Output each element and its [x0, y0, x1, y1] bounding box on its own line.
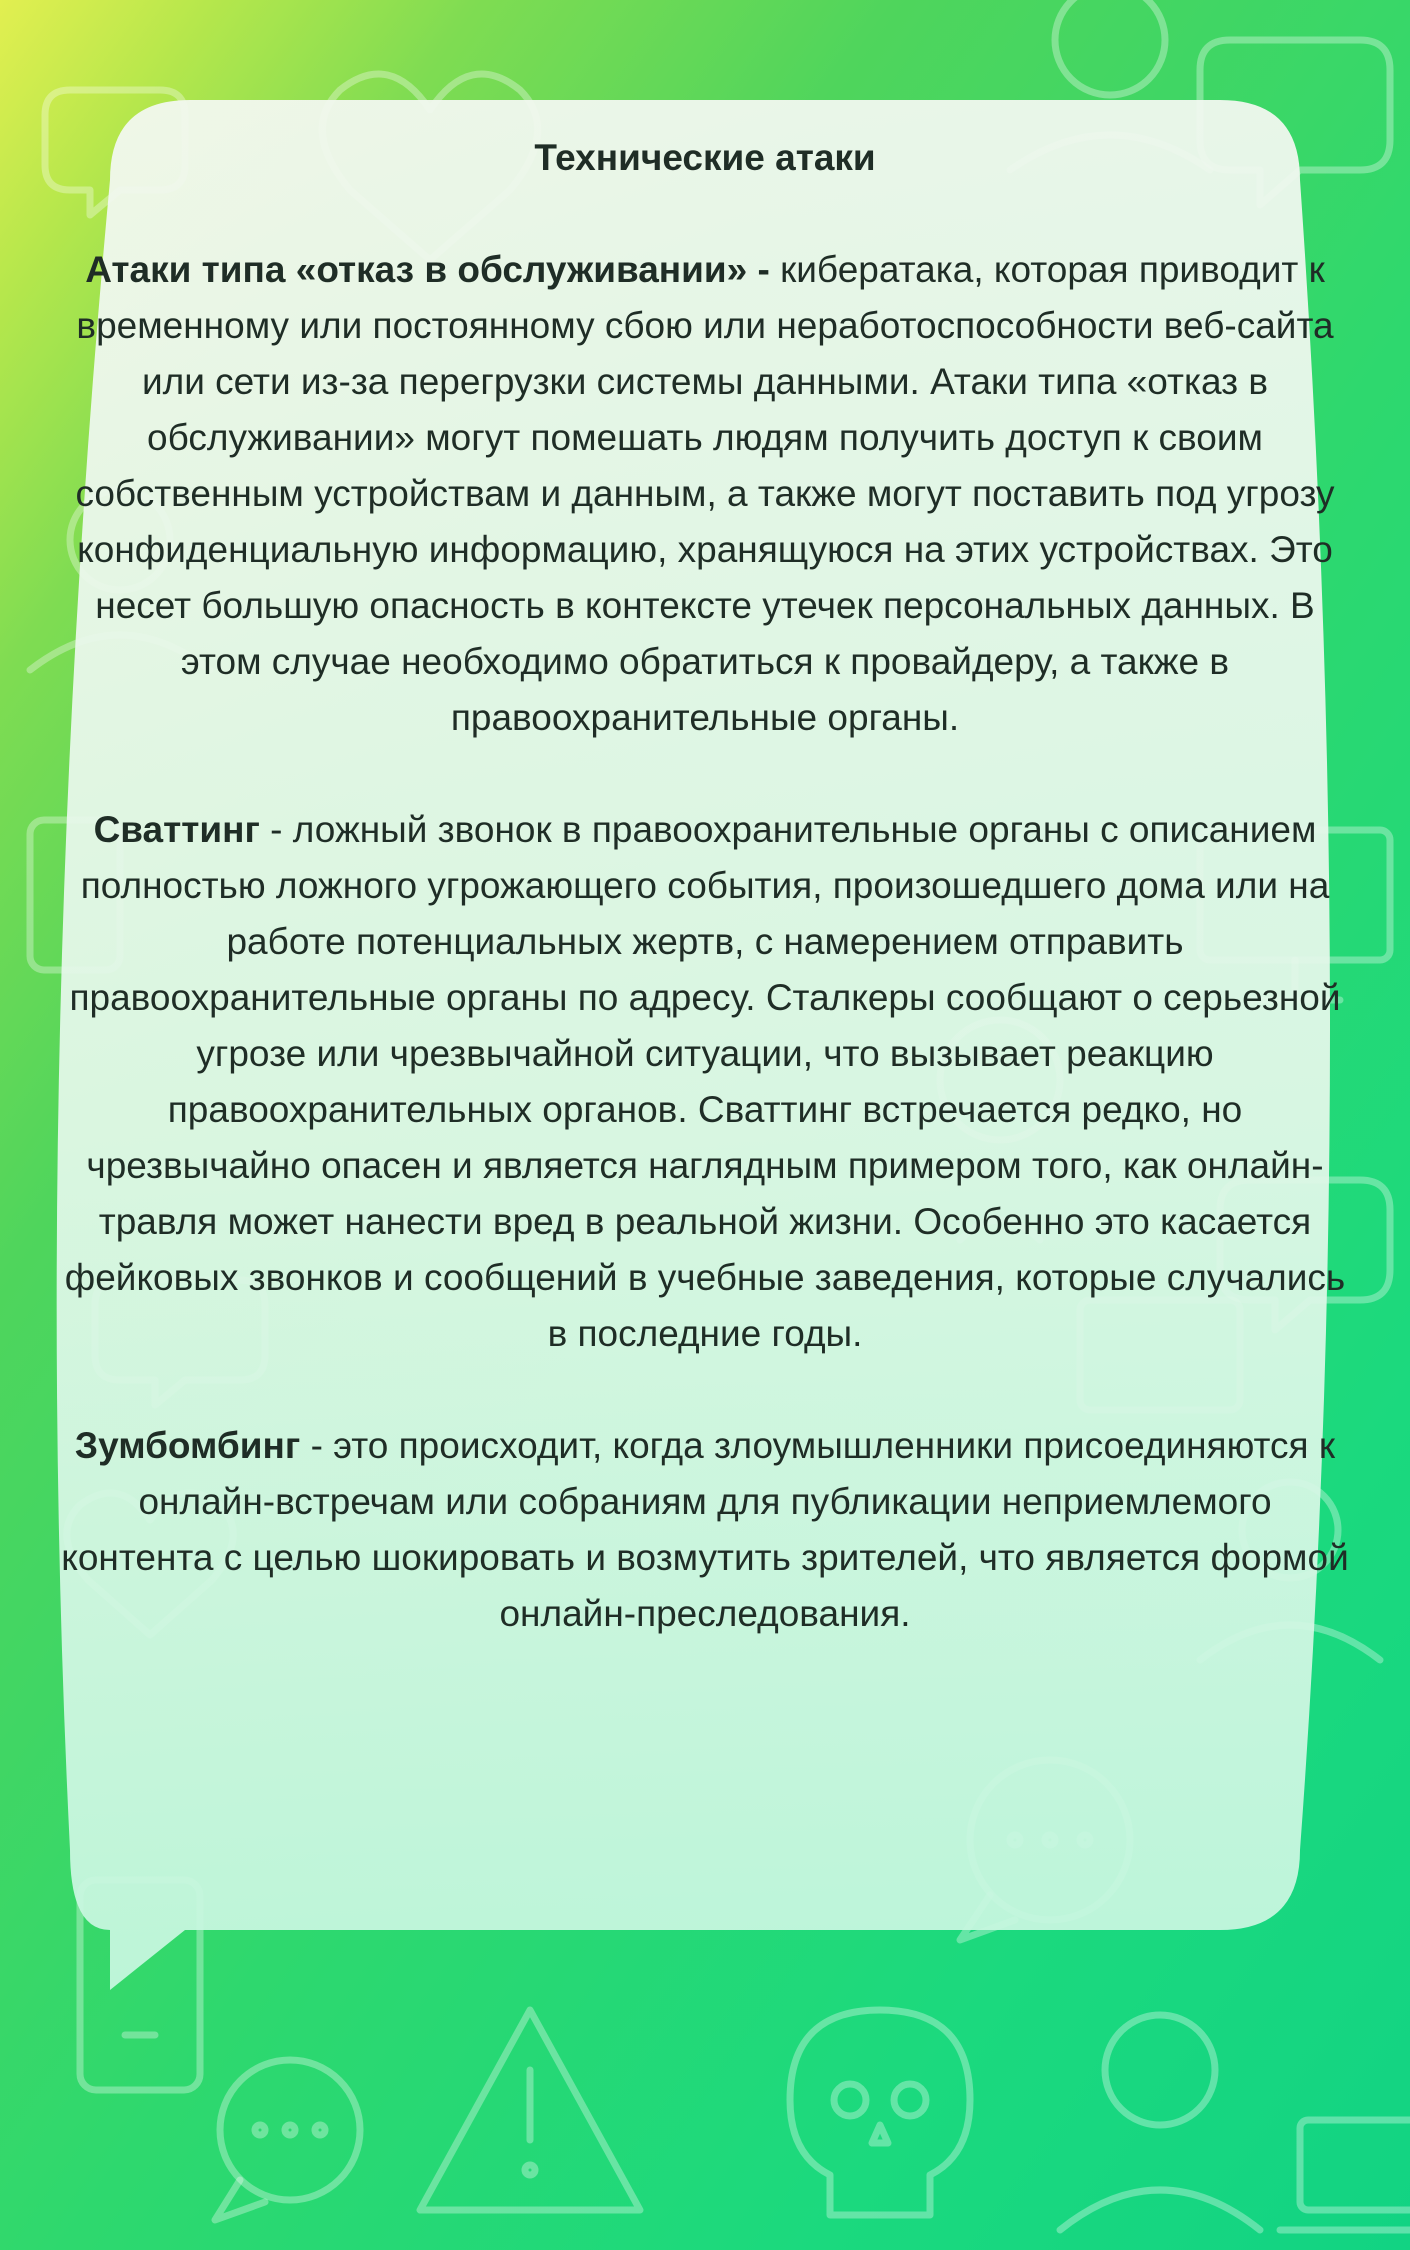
- section-dos-attack: [60, 242, 1350, 746]
- section-zoombombing: [60, 1418, 1350, 1642]
- definition-swatting: - ложный звонок в правоохранительные органы с описанием полностью ложного угрожающего события, произошедшего дома или на работе потенциальных жертв, с намерением отправить правоохранительные органы по адресу. Сталкеры сообщают о серьезной угрозе или чрезвычайной ситуации, что вызывает реакцию правоохранительных органов. Сваттинг встречается редко, но чрезвычайно опасен и является наглядным примером того, как онлайн-травля может нанести вред в реальной жизни. Особенно это касается фейковых звонков и сообщений в учебные заведения, которые случались в последние годы.: [64, 809, 1346, 1354]
- article-text: [60, 130, 1350, 1642]
- term-swatting: Сваттинг: [93, 809, 260, 850]
- section-swatting: [60, 802, 1350, 1362]
- page-title: Технические атаки: [534, 137, 876, 178]
- definition-zoombombing: - это происходит, когда злоумышленники присоединяются к онлайн-встречам или собраниям для публикации неприемлемого контента с целью шокировать и возмутить зрителей, что является формой онлайн-преследования.: [61, 1425, 1349, 1634]
- term-dos-attack: Атаки типа «отказ в обслуживании» -: [85, 249, 770, 290]
- definition-dos-attack: кибератака, которая приводит к временному или постоянному сбою или неработоспособности веб-сайта или сети из-за перегрузки системы данными. Атаки типа «отказ в обслуживании» могут помешать людям получить доступ к своим собственным устройствам и данным, а также могут поставить под угрозу конфиденциальную информацию, хранящуюся на этих устройствах. Это несет большую опасность в контексте утечек персональных данных. В этом случае необходимо обратиться к провайдеру, а также в правоохранительные органы.: [75, 249, 1335, 738]
- term-zoombombing: Зумбомбинг: [74, 1425, 301, 1466]
